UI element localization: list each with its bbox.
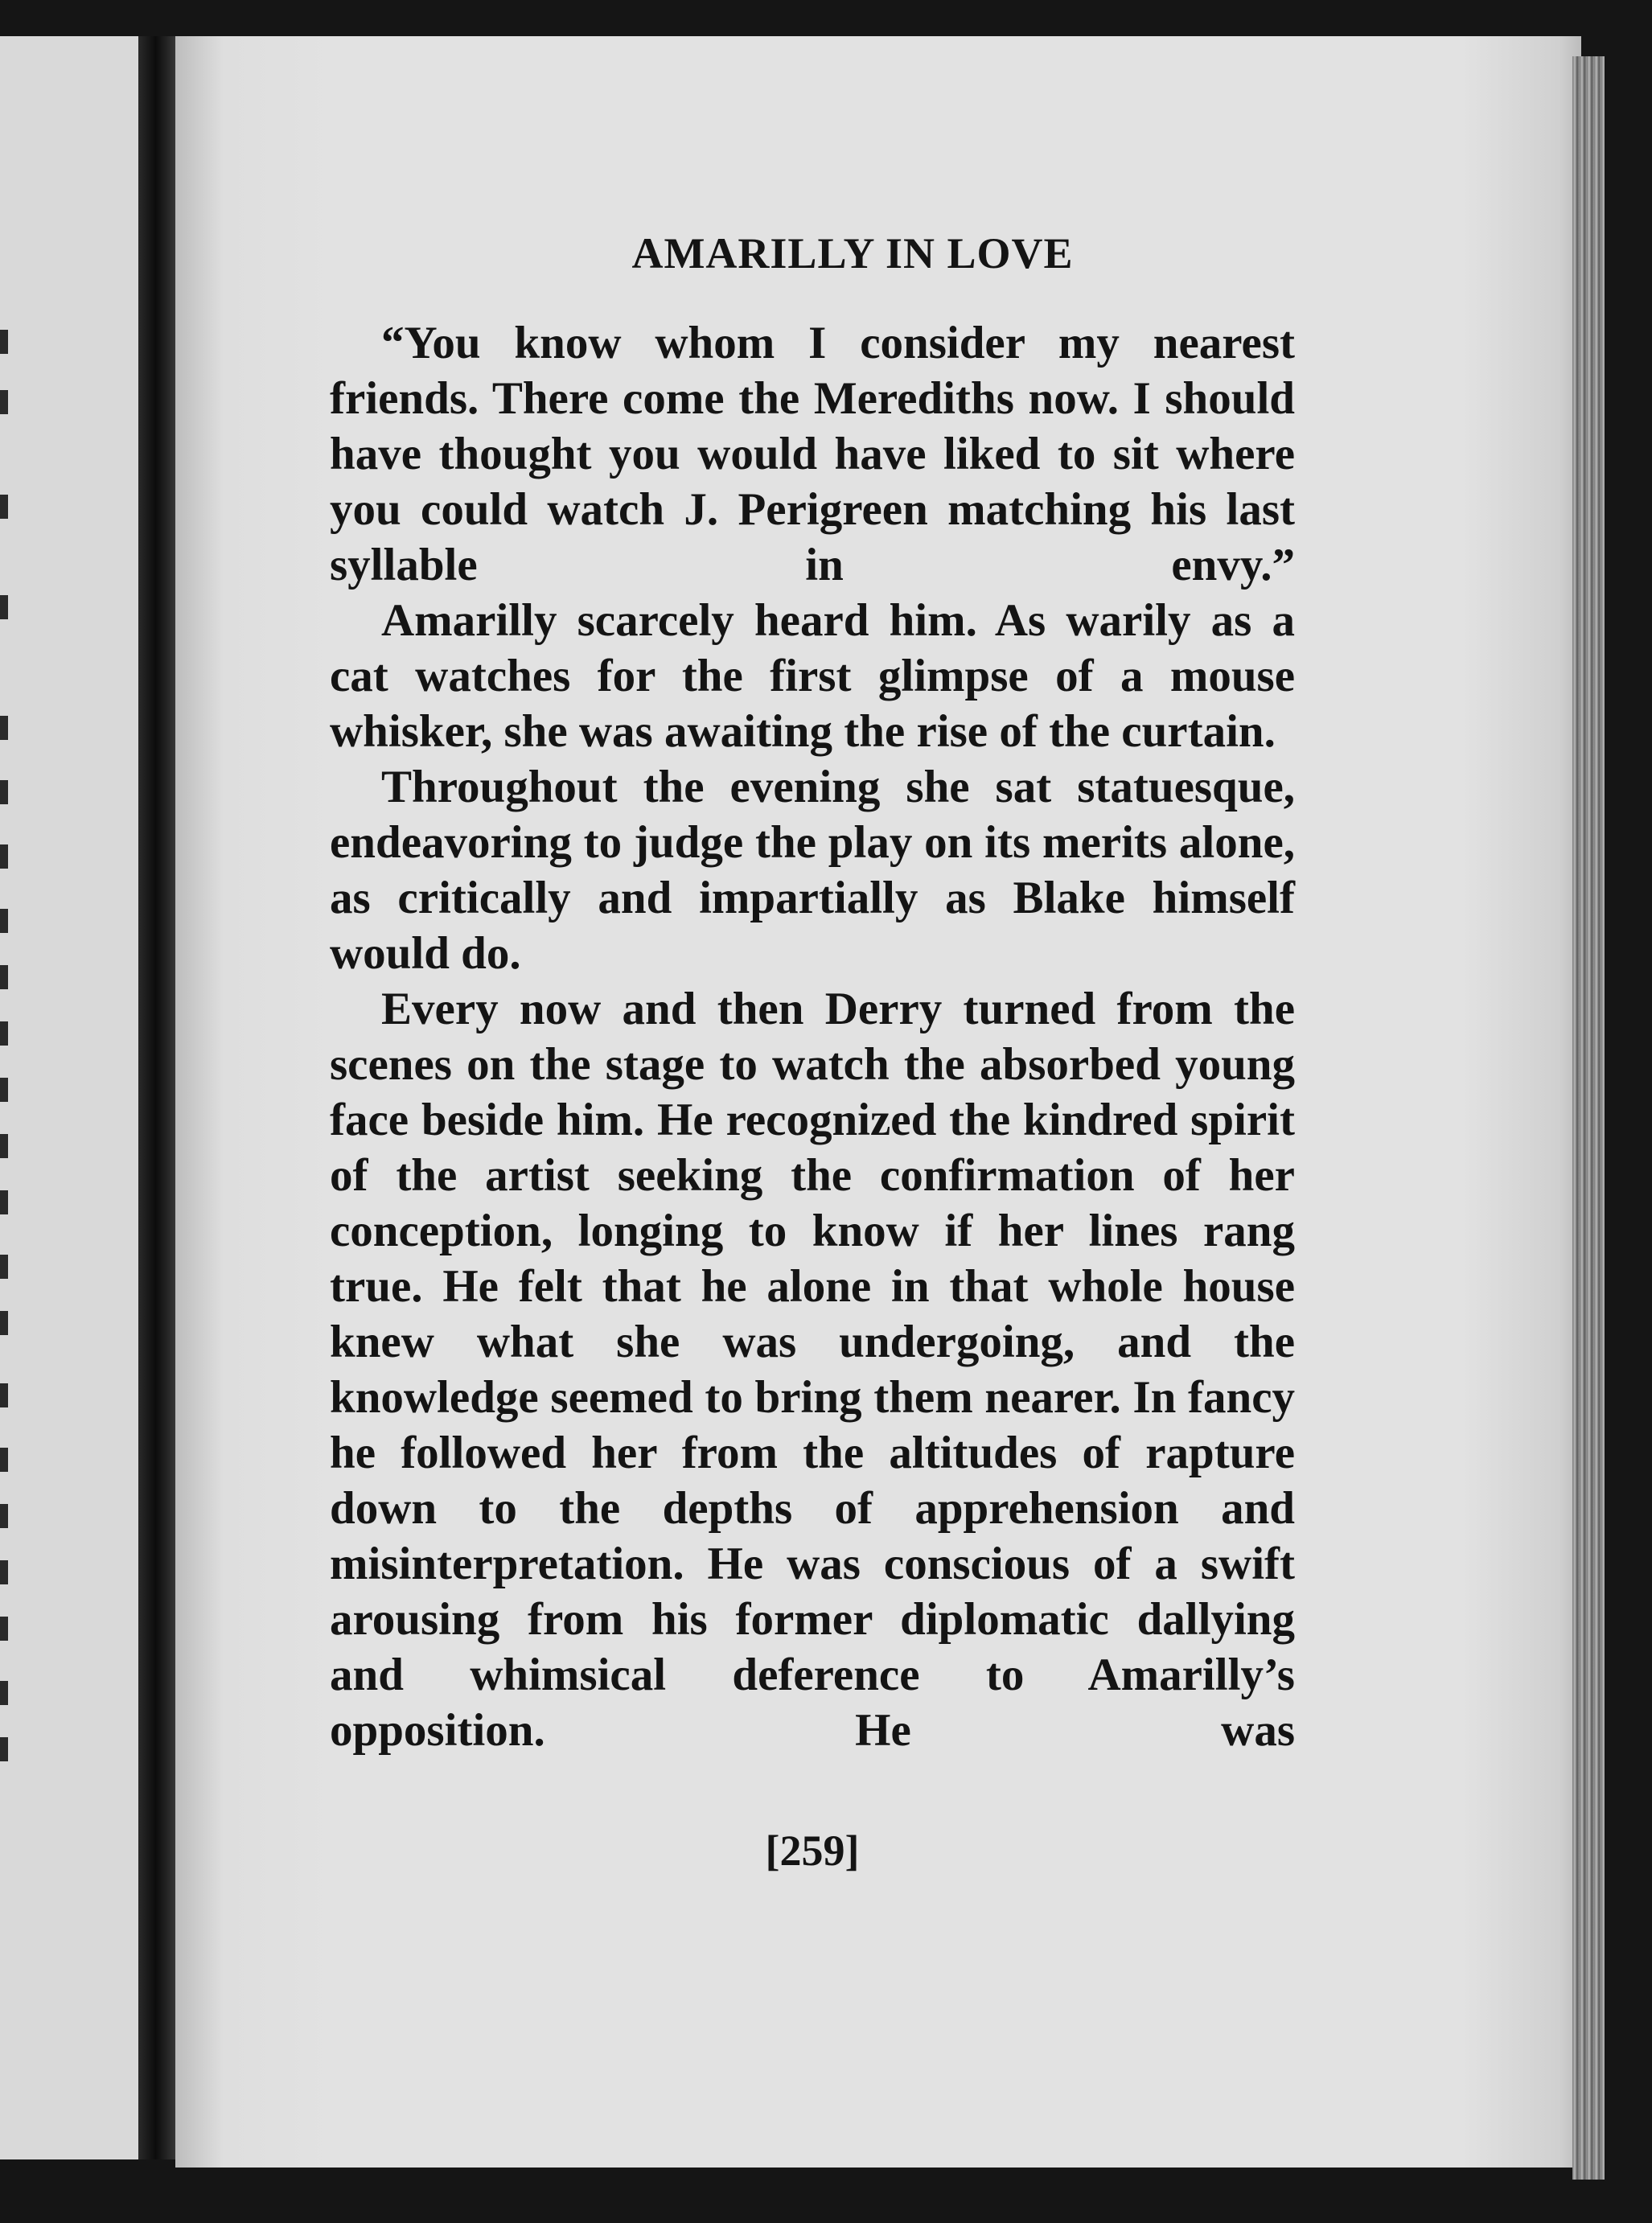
page-edges [1572, 56, 1605, 2180]
paragraph-4: Every now and then Derry turned from the scenes on the stage to watch the absorbed young face beside him. He recognized the kindred spirit of the artist seeking the confirmation of her conception, longing to know if her lines rang true. He felt that he alone in that whole house knew what she was undergoing, and the knowledge seemed to bring them nearer. In fancy he followed her from the altitudes of rapture down to the depths of apprehension and misinterpretation. He was conscious of a swift arousing from his former diplomatic dallying and whimsical deference to Amarilly’s opposition. He was [330, 984, 1295, 1756]
paragraph-3: Throughout the evening she sat statuesque, endeavoring to judge the play on its merits alone, as critically and impartially as Blake himself would do. [330, 762, 1295, 979]
page-number: [259] [765, 1826, 860, 1875]
book-gutter [138, 36, 177, 2159]
facing-page-text-fragments [0, 322, 11, 1769]
running-header: AMARILLY IN LOVE [631, 229, 1074, 277]
paragraph-2: Amarilly scarcely heard him. As warily as a cat watches for the first glimpse of a mouse whisker, she was awaiting the rise of the curtain. [330, 595, 1295, 757]
page-body [330, 315, 1295, 1758]
paragraph-1: “You know whom I consider my nearest friends. There come the Merediths now. I should have thought you would have liked to sit where you could watch J. Perigreen matching his last syllable in envy.” [330, 318, 1295, 590]
facing-page-edge [0, 36, 151, 2159]
